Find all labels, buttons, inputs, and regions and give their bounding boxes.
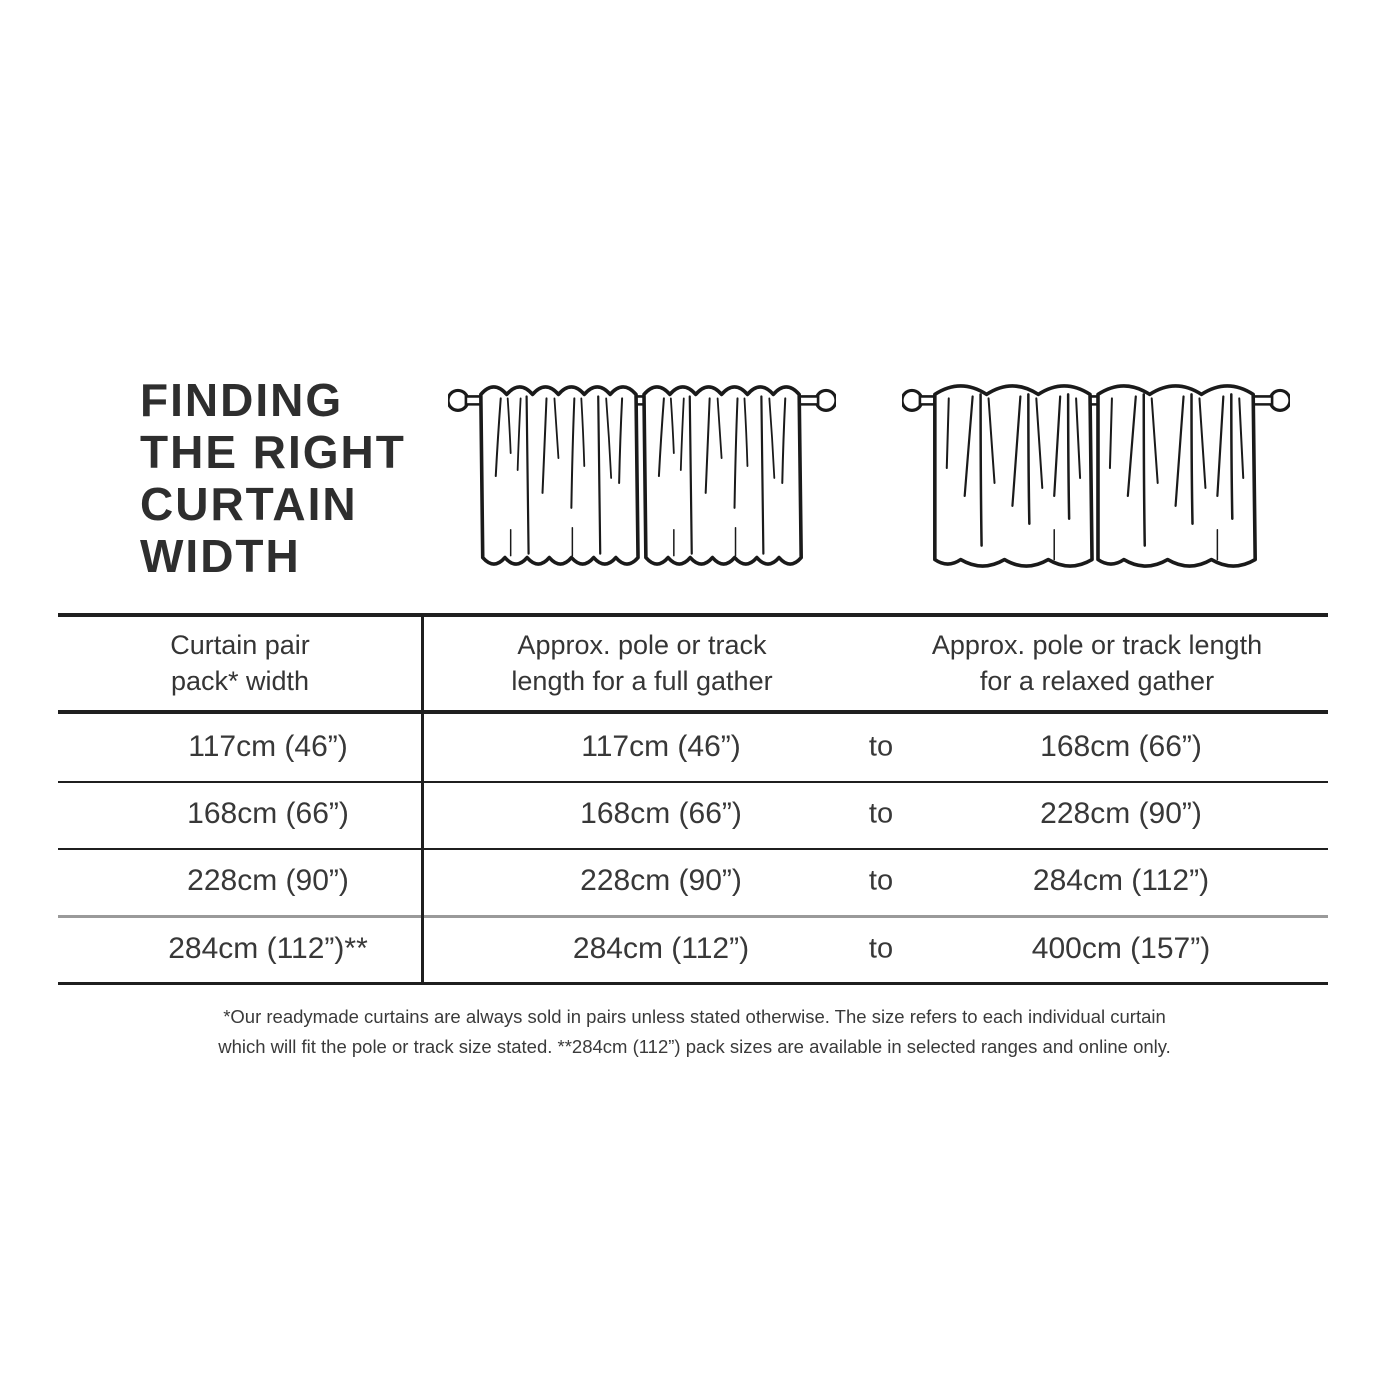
header-line: Approx. pole or track length [931,630,1263,660]
page-title-line: FINDING [140,374,344,426]
footnote-line: which will fit the pole or track size stated. **284cm (112”) pack sizes are available in selected ranges and online only. [218,1036,1171,1057]
relaxed-gather-cell: 284cm (112”) [1032,864,1210,897]
pack-width-cell: 284cm (112”)** [168,932,368,965]
curtain-size-table [58,613,1328,985]
relaxed-gather-cell: 228cm (90”) [1040,797,1202,830]
curtain-pair-relaxed-gather-icon [902,372,1290,584]
full-gather-cell: 117cm (46”) [581,730,741,763]
table-border-bottom [58,982,1328,985]
to-label: to [868,797,894,830]
curtain-pair-full-gather-icon [448,372,836,584]
page-title-line: THE RIGHT [140,426,406,478]
table-row-divider-light [58,915,1328,918]
header-relaxed-gather [932,627,1262,699]
pack-width-cell: 168cm (66”) [187,797,349,830]
footnote [0,1002,1389,1062]
table-column-divider [421,613,424,985]
table-border-top [58,613,1328,617]
full-gather-cell: 284cm (112”) [572,932,750,965]
footnote-line: *Our readymade curtains are always sold in pairs unless stated otherwise. The size refers to each individual curtain [223,1006,1166,1027]
relaxed-gather-cell: 400cm (157”) [1031,932,1211,965]
header-line: Curtain pair [170,630,310,660]
full-gather-cell: 228cm (90”) [580,864,742,897]
to-label: to [868,730,894,763]
header-line: for a relaxed gather [979,666,1215,696]
header-line: length for a full gather [511,666,773,696]
page-title-line: CURTAIN [140,478,358,530]
header-full-gather [511,627,772,699]
header-pack-width [170,627,310,699]
header-line: pack* width [170,666,310,696]
table-row-divider [58,781,1328,783]
to-label: to [868,864,894,897]
pack-width-cell: 228cm (90”) [187,864,349,897]
header-line: Approx. pole or track [517,630,767,660]
full-gather-cell: 168cm (66”) [580,797,742,830]
page-title-line: WIDTH [140,530,301,582]
to-label: to [868,932,894,965]
page-title [140,374,406,582]
table-header-divider [58,710,1328,714]
relaxed-gather-cell: 168cm (66”) [1040,730,1202,763]
pack-width-cell: 117cm (46”) [188,730,348,763]
table-row-divider [58,848,1328,850]
